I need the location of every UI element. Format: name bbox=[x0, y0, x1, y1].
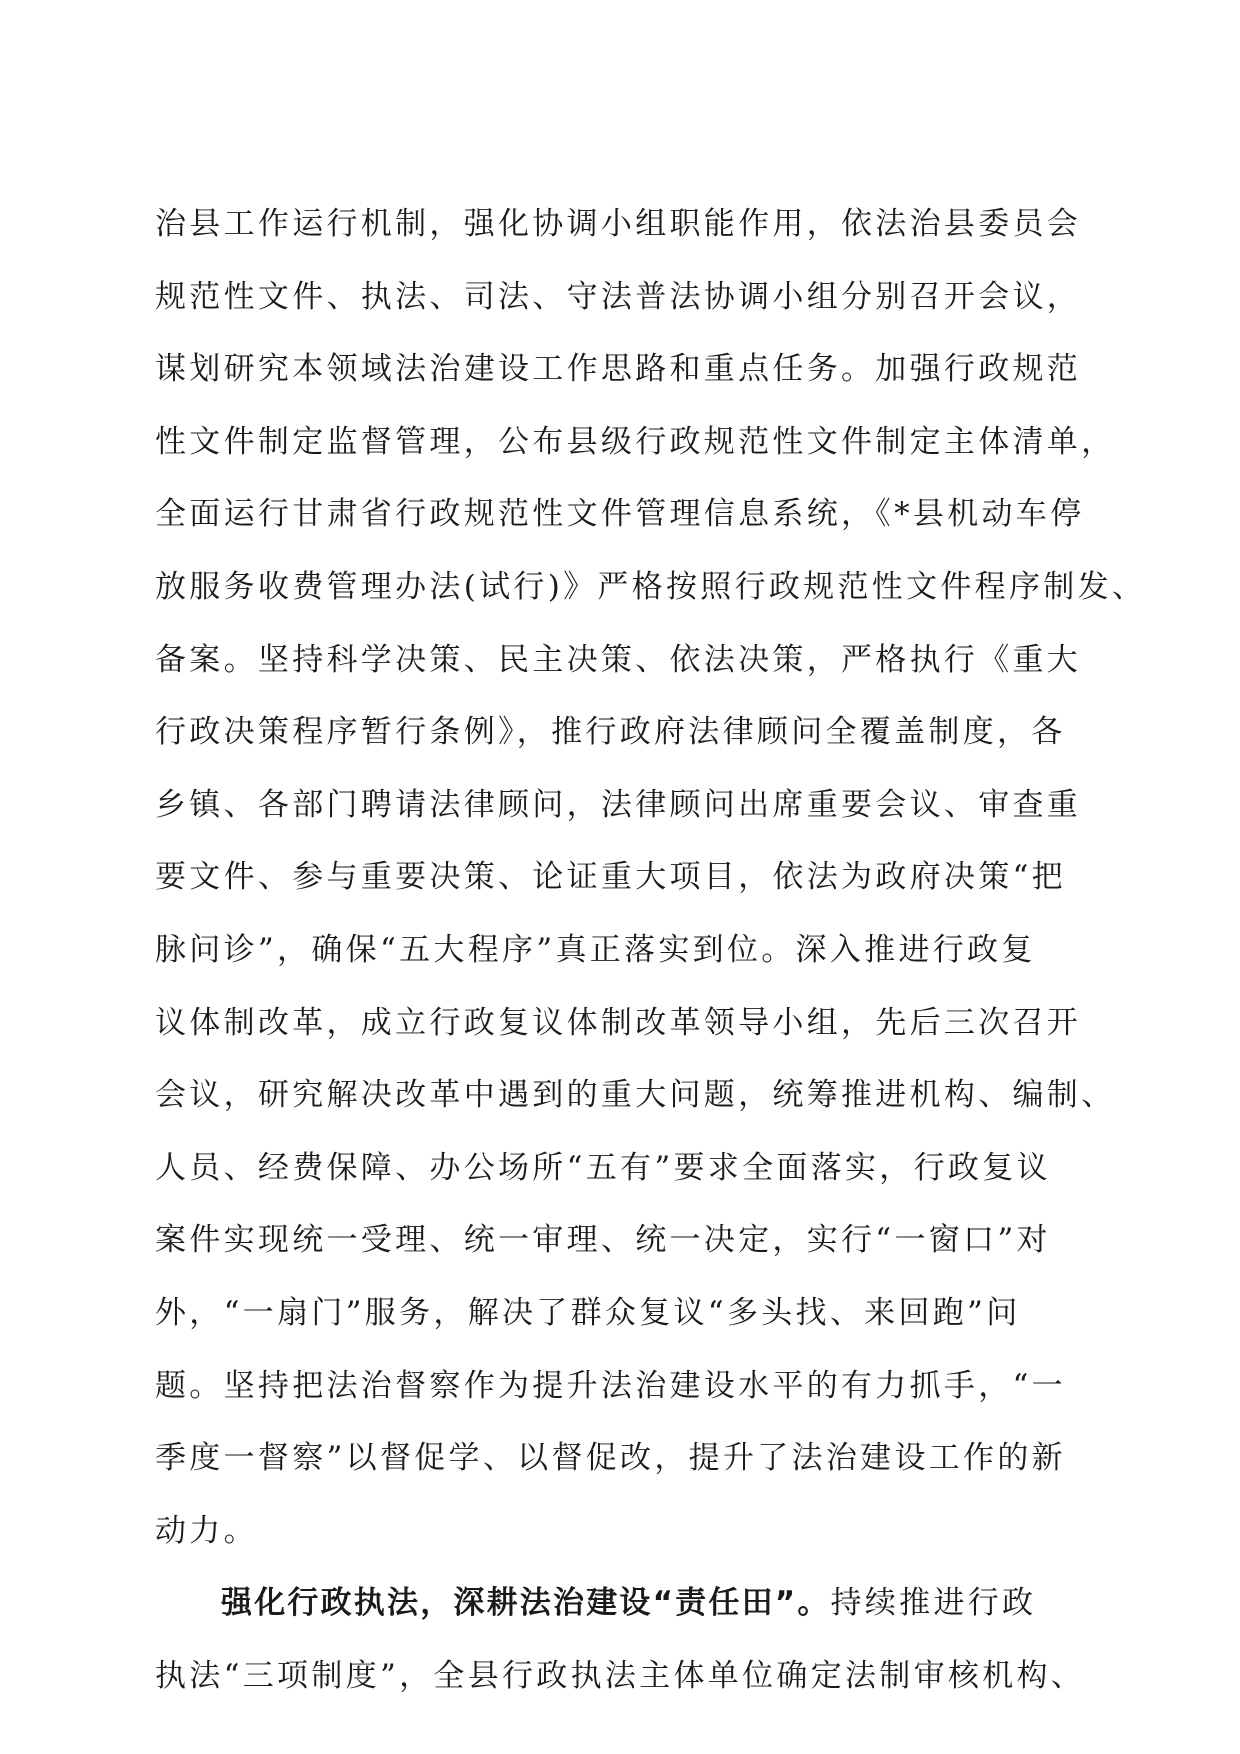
text-line-3: 谋划研究本领域法治建设工作思路和重点任务。加强行政规范 bbox=[155, 351, 1082, 388]
text-line-16: 外，“一扇门”服务，解决了群众复议“多头找、来回跑”问 bbox=[155, 1294, 1021, 1331]
text-line-6: 放服务收费管理办法(试行)》严格按照行政规范性文件程序制发、 bbox=[155, 568, 1147, 605]
text-line-8: 行政决策程序暂行条例》，推行政府法律顾问全覆盖制度，各 bbox=[155, 714, 1066, 751]
body-text bbox=[155, 188, 1147, 1712]
text-line-4: 性文件制定监督管理，公布县级行政规范性文件制定主体清单， bbox=[155, 423, 1116, 460]
text-line-2: 规范性文件、执法、司法、守法普法协调小组分别召开会议， bbox=[155, 278, 1082, 315]
text-line-11: 脉问诊”，确保“五大程序”真正落实到位。深入推进行政复 bbox=[155, 931, 1036, 968]
text-line-1: 治县工作运行机制，强化协调小组职能作用，依法治县委员会 bbox=[155, 206, 1082, 242]
section-second-line: 执法“三项制度”，全县行政执法主体单位确定法制审核机构、 bbox=[155, 1657, 1086, 1694]
section-first-line-rest: 持续推进行政 bbox=[830, 1585, 1037, 1622]
text-line-12: 议体制改革，成立行政复议体制改革领导小组，先后三次召开 bbox=[155, 1004, 1082, 1041]
text-line-13: 会议，研究解决改革中遇到的重大问题，统筹推进机构、编制、 bbox=[155, 1077, 1116, 1114]
text-line-18: 季度一督察”以督促学、以督促改，提升了法治建设工作的新 bbox=[155, 1440, 1066, 1477]
text-line-14: 人员、经费保障、办公场所“五有”要求全面落实，行政复议 bbox=[155, 1149, 1051, 1186]
text-line-7: 备案。坚持科学决策、民主决策、依法决策，严格执行《重大 bbox=[155, 641, 1082, 678]
text-line-9: 乡镇、各部门聘请法律顾问，法律顾问出席重要会议、审查重 bbox=[155, 786, 1082, 823]
text-line-15: 案件实现统一受理、统一审理、统一决定，实行“一窗口”对 bbox=[155, 1222, 1051, 1259]
text-line-19: 动力。 bbox=[155, 1512, 258, 1549]
text-line-17: 题。坚持把法治督察作为提升法治建设水平的有力抓手，“一 bbox=[155, 1367, 1066, 1404]
text-line-10: 要文件、参与重要决策、论证重大项目，依法为政府决策“把 bbox=[155, 859, 1066, 896]
section-heading: 强化行政执法，深耕法治建设“责任田”。 bbox=[221, 1585, 831, 1622]
text-line-5: 全面运行甘肃省行政规范性文件管理信息系统，《*县机动车停 bbox=[155, 496, 1085, 533]
section-first-line bbox=[155, 1567, 1115, 1640]
